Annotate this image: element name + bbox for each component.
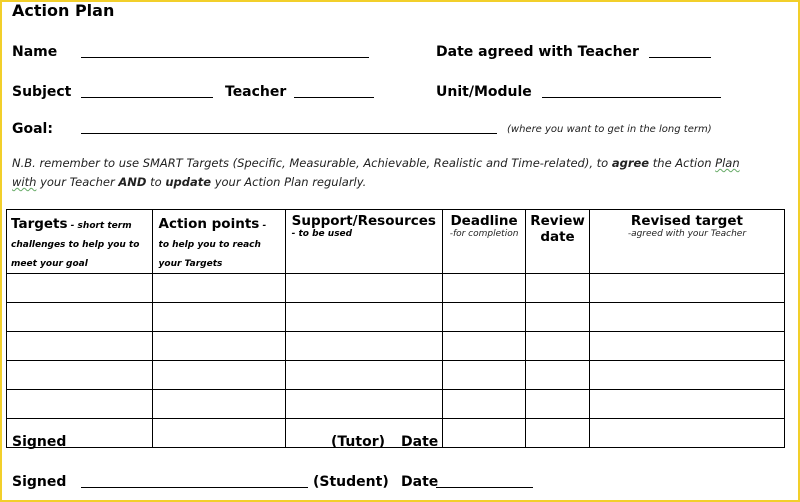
table-cell[interactable] <box>526 303 590 332</box>
table-cell[interactable] <box>285 361 442 390</box>
subject-label: Subject <box>12 84 72 100</box>
table-cell[interactable] <box>152 332 285 361</box>
action-plan-table <box>6 209 785 448</box>
goal-hint: (where you want to get in the long term) <box>507 124 712 135</box>
table-cell[interactable] <box>285 274 442 303</box>
table-cell[interactable] <box>589 274 784 303</box>
table-cell[interactable] <box>442 303 525 332</box>
table-cell[interactable] <box>442 332 525 361</box>
table-cell[interactable] <box>526 332 590 361</box>
table-cell[interactable] <box>7 390 153 419</box>
table-cell[interactable] <box>526 390 590 419</box>
table-cell[interactable] <box>7 303 153 332</box>
col-deadline: Deadline -for completion <box>442 210 525 274</box>
table-cell[interactable] <box>589 390 784 419</box>
tutor-signature-field[interactable] <box>81 447 308 448</box>
student-label: (Student) <box>313 474 389 490</box>
date-agreed-field[interactable] <box>649 57 711 58</box>
table-cell[interactable] <box>589 361 784 390</box>
table-cell[interactable] <box>285 390 442 419</box>
page-title: Action Plan <box>12 1 115 20</box>
table-cell[interactable] <box>442 361 525 390</box>
table-cell[interactable] <box>589 332 784 361</box>
table-cell[interactable] <box>7 361 153 390</box>
table-cell[interactable] <box>526 419 590 448</box>
student-date-field[interactable] <box>436 487 533 488</box>
table-row <box>7 390 785 419</box>
name-label: Name <box>12 44 58 60</box>
goal-label: Goal: <box>12 121 53 137</box>
table-row <box>7 419 785 448</box>
table-cell[interactable] <box>442 419 525 448</box>
table-cell[interactable] <box>7 332 153 361</box>
table-cell[interactable] <box>442 274 525 303</box>
table-row <box>7 303 785 332</box>
table-cell[interactable] <box>285 332 442 361</box>
signed-label-tutor: Signed <box>12 434 67 450</box>
goal-field[interactable] <box>81 133 497 134</box>
table-cell[interactable] <box>152 303 285 332</box>
teacher-field[interactable] <box>294 97 374 98</box>
table-cell[interactable] <box>285 303 442 332</box>
col-targets: Targets - short term challenges to help you to meet your goal <box>7 210 153 274</box>
col-revised-target: Revised target -agreed with your Teacher <box>589 210 784 274</box>
table-cell[interactable] <box>152 361 285 390</box>
tutor-date-field[interactable] <box>436 447 533 448</box>
col-support-resources: Support/Resources - to be used <box>285 210 442 274</box>
date-agreed-label: Date agreed with Teacher <box>436 44 639 60</box>
table-cell[interactable] <box>152 419 285 448</box>
table-cell[interactable] <box>152 274 285 303</box>
table-header-row <box>7 210 785 274</box>
table-cell[interactable] <box>442 390 525 419</box>
table-cell[interactable] <box>7 274 153 303</box>
date-label-student: Date <box>401 474 439 490</box>
table-row <box>7 274 785 303</box>
col-action-points: Action points - to help you to reach your Targets <box>152 210 285 274</box>
teacher-label: Teacher <box>225 84 287 100</box>
student-signature-field[interactable] <box>81 487 308 488</box>
tutor-label: (Tutor) <box>331 434 385 450</box>
table-row <box>7 332 785 361</box>
date-label-tutor: Date <box>401 434 439 450</box>
subject-field[interactable] <box>81 97 213 98</box>
table-row <box>7 361 785 390</box>
unit-label: Unit/Module <box>436 84 532 100</box>
table-cell[interactable] <box>152 390 285 419</box>
name-field[interactable] <box>81 57 369 58</box>
table-cell[interactable] <box>526 361 590 390</box>
smart-note-line2: with your Teacher AND to update your Action Plan regularly. <box>12 175 367 189</box>
table-cell[interactable] <box>589 303 784 332</box>
unit-field[interactable] <box>542 97 721 98</box>
table-cell[interactable] <box>589 419 784 448</box>
col-review-date: Review date <box>526 210 590 274</box>
signed-label-student: Signed <box>12 474 67 490</box>
smart-note-line1: N.B. remember to use SMART Targets (Specific, Measurable, Achievable, Realistic and Time-related), to agree the Action Plan <box>12 156 740 170</box>
table-cell[interactable] <box>526 274 590 303</box>
